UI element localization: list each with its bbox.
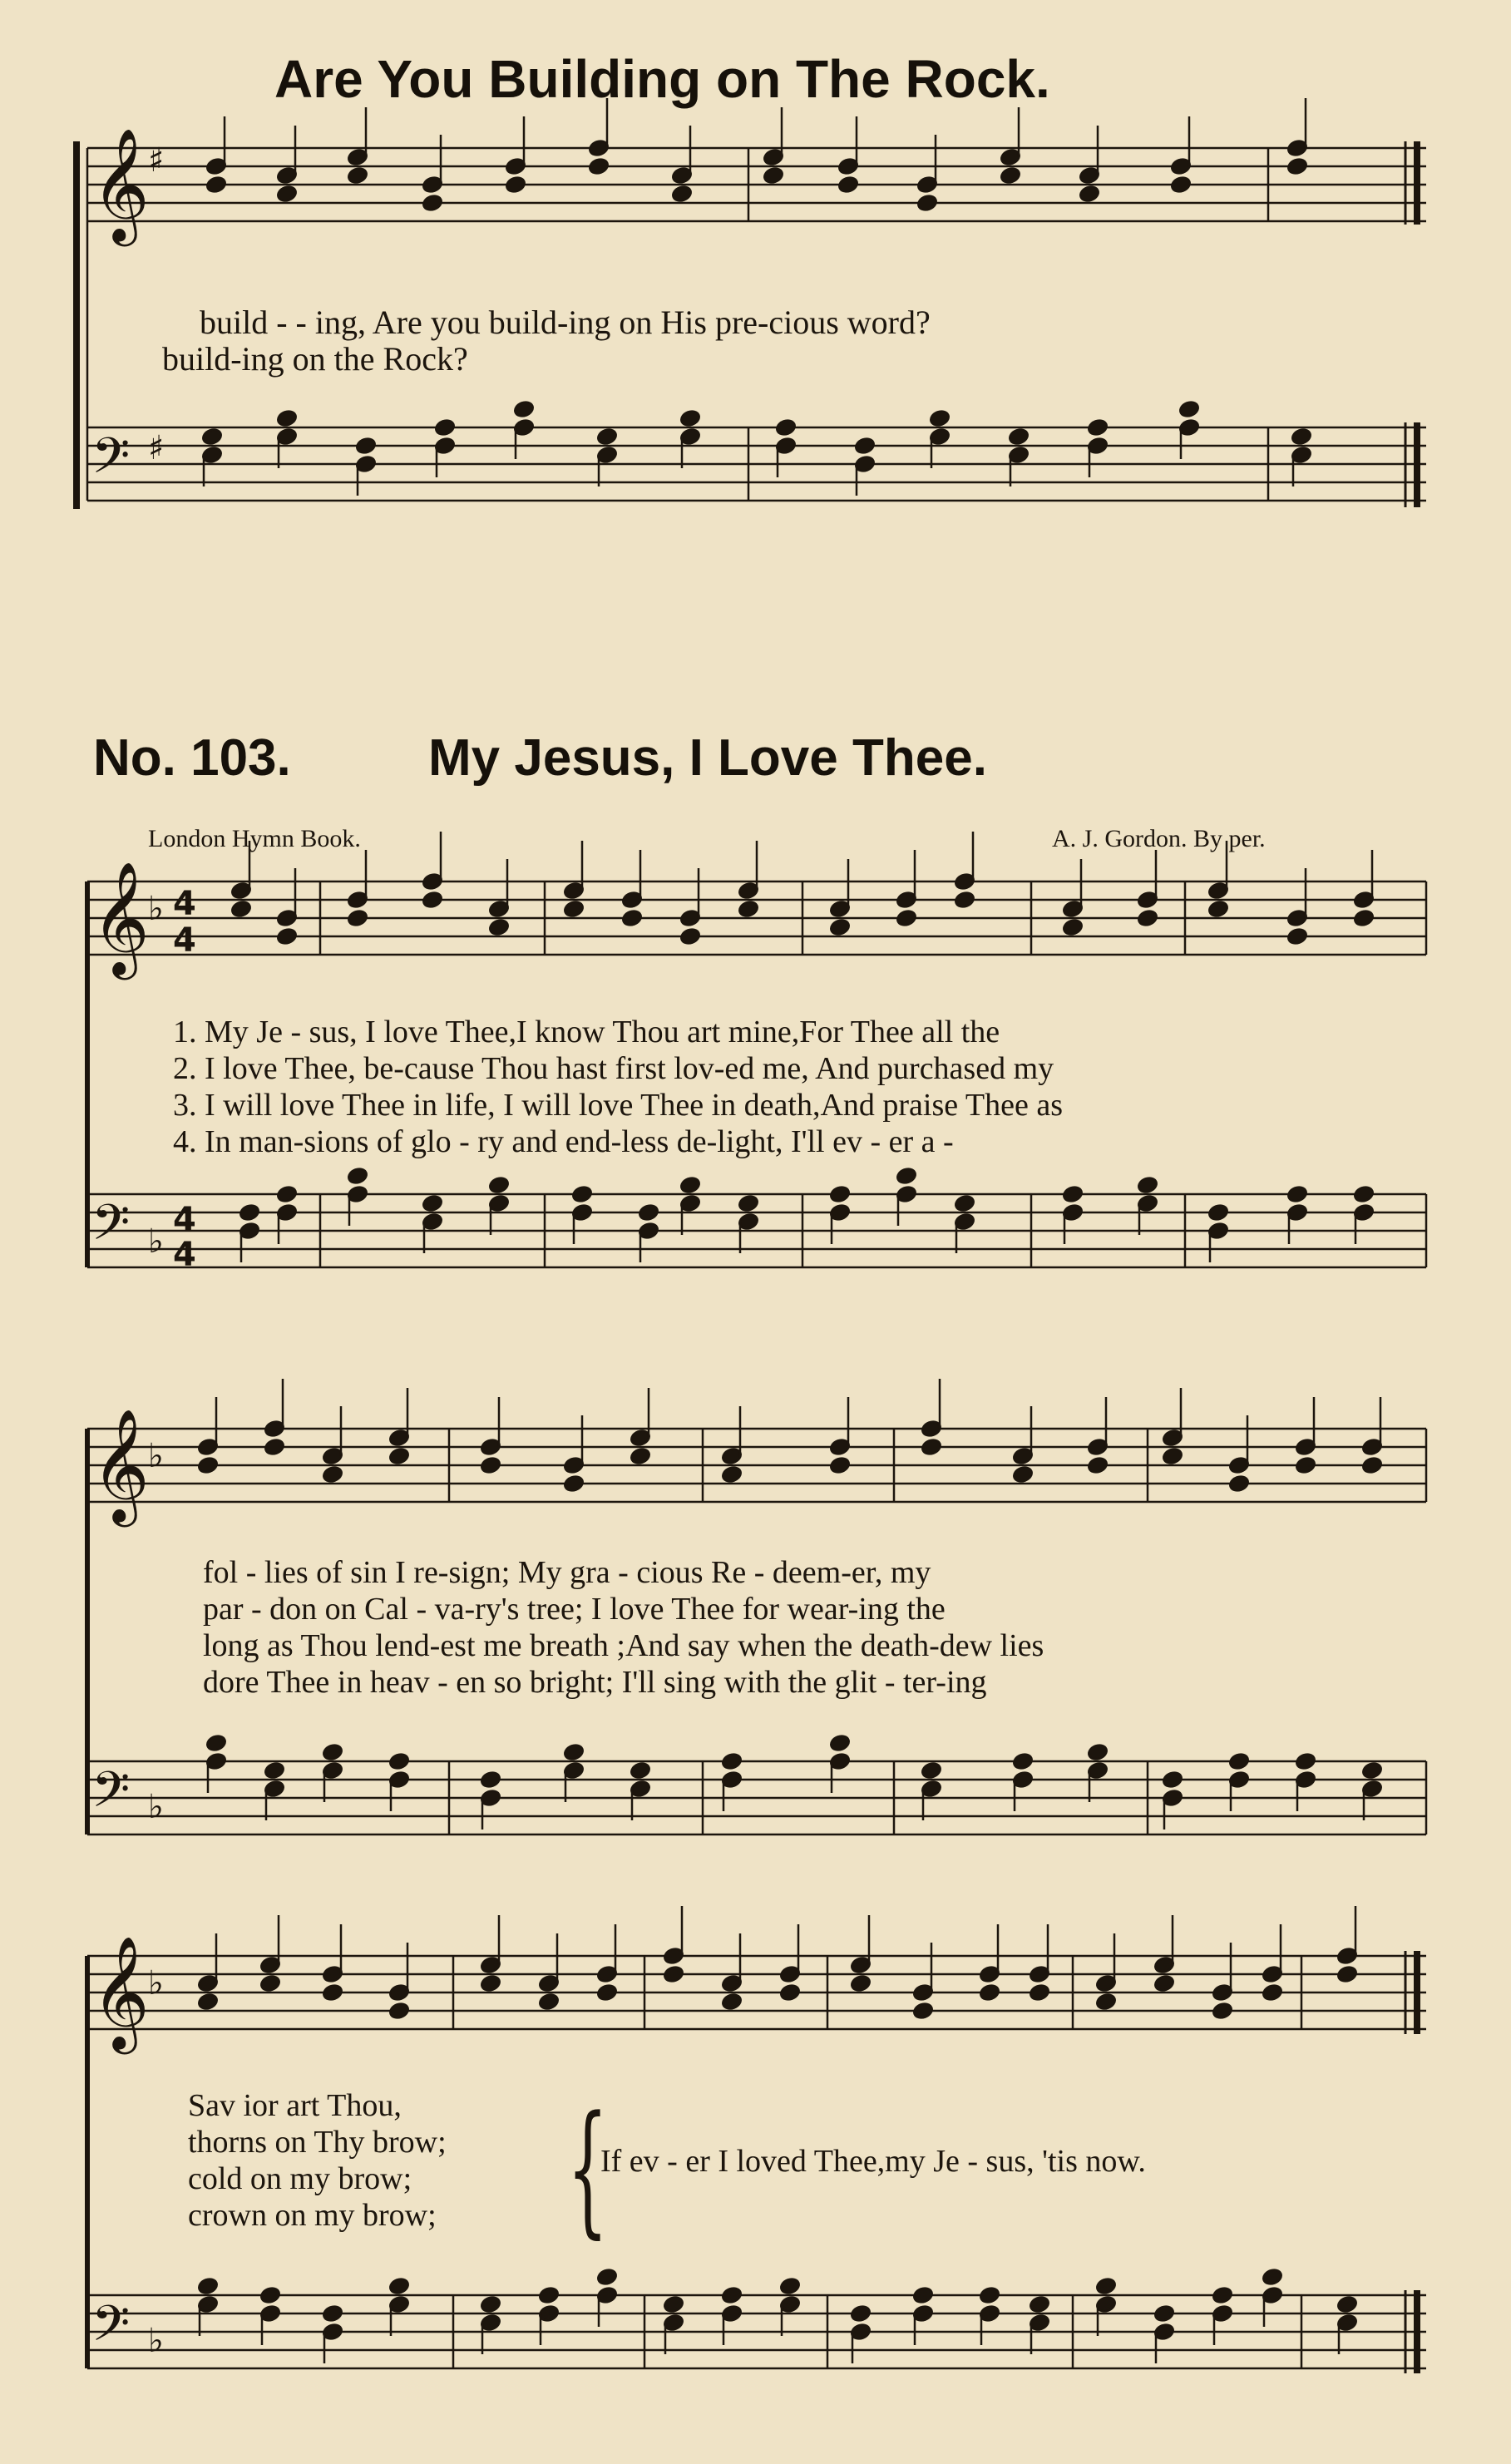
note-head — [488, 918, 510, 937]
note-head — [1336, 2295, 1358, 2314]
note-head — [663, 2295, 684, 2314]
system1-lyrics — [173, 1014, 1063, 1160]
verse-line: crown on my brow; — [188, 2198, 437, 2233]
note-head — [197, 1992, 219, 2012]
svg-text:♭: ♭ — [148, 1437, 164, 1475]
bass-clef-icon: 𝄢 — [91, 2294, 131, 2364]
note-head — [1207, 1203, 1229, 1222]
note-head — [1000, 166, 1021, 185]
note-head — [322, 1743, 343, 1762]
note-head — [1291, 427, 1312, 447]
svg-text:4: 4 — [173, 1236, 196, 1274]
note-head — [1295, 1752, 1316, 1771]
note-head — [721, 1465, 743, 1484]
note-head — [347, 909, 368, 928]
verse-line: long as Thou lend-est me breath ;And say when the death-dew lies — [203, 1628, 1044, 1663]
note-head — [571, 1185, 593, 1204]
note-head — [259, 2286, 281, 2305]
note-head — [388, 2002, 410, 2021]
svg-text:♯: ♯ — [148, 141, 165, 180]
note-head — [388, 1447, 410, 1466]
note-head — [1087, 418, 1109, 437]
note-head — [1262, 1983, 1283, 2002]
svg-text:4: 4 — [173, 1201, 196, 1239]
note-head — [276, 185, 298, 204]
note-head — [763, 166, 784, 185]
lyric-line: build-ing on the Rock? — [162, 340, 468, 378]
note-head — [921, 1761, 942, 1780]
note-head — [921, 1438, 942, 1457]
note-head — [563, 1743, 585, 1762]
note-head — [1262, 2268, 1283, 2287]
verse-line: dore Thee in heav - en so bright; I'll sing with the glit - ter-ing — [203, 1665, 987, 1700]
note-head — [679, 927, 701, 946]
note-head — [721, 1992, 743, 2012]
note-head — [1361, 1456, 1383, 1475]
note-head — [829, 1734, 851, 1753]
system3-lyrics — [188, 2087, 447, 2234]
note-head — [488, 1176, 510, 1195]
note-head — [896, 1167, 917, 1186]
note-head — [630, 1761, 651, 1780]
note-head — [205, 1734, 227, 1753]
note-head — [1087, 1743, 1109, 1762]
verse-line: cold on my brow; — [188, 2161, 412, 2196]
note-head — [480, 1456, 501, 1475]
note-head — [1286, 927, 1308, 946]
staff-lines-b2-bass — [87, 1761, 1426, 1834]
note-head — [322, 2304, 343, 2323]
note-head — [239, 1203, 260, 1222]
note-head — [854, 437, 876, 456]
note-head — [197, 1456, 219, 1475]
note-head — [1079, 185, 1100, 204]
hymn-composer: A. J. Gordon. By per. — [1052, 825, 1266, 852]
note-head — [264, 1438, 285, 1457]
note-head — [347, 166, 368, 185]
note-head — [738, 1194, 759, 1213]
note-head — [1062, 1185, 1084, 1204]
verse-line: par - don on Cal - va-ry's tree; I love Thee for wear-ing the — [203, 1592, 946, 1627]
note-head — [355, 437, 377, 456]
note-head — [1029, 2295, 1050, 2314]
svg-text:♭: ♭ — [148, 1788, 164, 1826]
note-head — [480, 2295, 501, 2314]
note-head — [663, 1965, 684, 1984]
svg-text:♭: ♭ — [148, 890, 164, 928]
note-head — [1095, 2277, 1117, 2296]
note-head — [837, 175, 859, 195]
note-head — [1008, 427, 1030, 447]
note-head — [259, 1974, 281, 1993]
note-head — [775, 418, 797, 437]
note-head — [1012, 1752, 1034, 1771]
note-head — [1162, 1447, 1183, 1466]
svg-text:4: 4 — [173, 921, 196, 960]
note-head — [1295, 1456, 1316, 1475]
svg-text:4: 4 — [173, 885, 196, 923]
note-head — [563, 1474, 585, 1494]
note-head — [929, 409, 951, 428]
svg-text:♭: ♭ — [148, 1964, 164, 2002]
verse-line: 4. In man-sions of glo - ry and end-less de-light, I'll ev - er a - — [173, 1124, 954, 1159]
note-head — [596, 1983, 618, 2002]
note-head — [434, 418, 456, 437]
note-head — [979, 1983, 1000, 2002]
note-head — [1286, 1185, 1308, 1204]
lyric-line: build - - ing, Are you build-ing on His pre-cious word? — [200, 304, 931, 341]
note-head — [596, 427, 618, 447]
note-head — [1029, 1983, 1050, 2002]
note-head — [779, 1983, 801, 2002]
note-head — [779, 2277, 801, 2296]
note-head — [829, 1185, 851, 1204]
verse-line: fol - lies of sin I re-sign; My gra - cious Re - deem-er, my — [203, 1555, 931, 1590]
note-head — [1062, 918, 1084, 937]
note-head — [1095, 1992, 1117, 2012]
note-head — [1361, 1761, 1383, 1780]
verse-line: Sav ior art Thou, — [188, 2088, 402, 2123]
note-head — [1137, 1176, 1158, 1195]
treble-clef-icon: 𝄞 — [91, 1934, 150, 2049]
note-head — [596, 2268, 618, 2287]
note-head — [738, 900, 759, 919]
verse-line: 2. I love Thee, be-cause Thou hast first lov-ed me, And purchased my — [173, 1051, 1054, 1086]
note-head — [1207, 900, 1229, 919]
note-head — [1353, 909, 1375, 928]
note-head — [588, 157, 610, 176]
note-head — [912, 2286, 934, 2305]
note-head — [347, 1167, 368, 1186]
note-head — [721, 1752, 743, 1771]
note-head — [480, 1770, 501, 1790]
hymn-source: London Hymn Book. — [148, 825, 361, 852]
note-head — [197, 2277, 219, 2296]
note-head — [322, 1983, 343, 2002]
note-head — [264, 1761, 285, 1780]
svg-text:♭: ♭ — [148, 2322, 164, 2360]
staff-lines-a-treble — [87, 148, 1426, 221]
note-head — [679, 1176, 701, 1195]
note-head — [230, 900, 252, 919]
note-head — [1137, 909, 1158, 928]
note-head — [276, 1185, 298, 1204]
note-head — [850, 2304, 872, 2323]
hymn-b-title: My Jesus, I Love Thee. — [428, 729, 987, 787]
hymn-a-lyrics — [162, 304, 931, 378]
verse-line: 1. My Je - sus, I love Thee,I know Thou art mine,For Thee all the — [173, 1015, 1000, 1049]
note-head — [1228, 1752, 1250, 1771]
note-head — [505, 175, 526, 195]
treble-clef-icon: 𝄞 — [91, 860, 150, 975]
note-head — [205, 175, 227, 195]
note-head — [638, 1203, 659, 1222]
note-head — [1153, 2304, 1175, 2323]
note-head — [850, 1974, 872, 1993]
note-head — [538, 1992, 560, 2012]
note-head — [1087, 1456, 1109, 1475]
note-head — [916, 194, 938, 213]
note-head — [1212, 2286, 1233, 2305]
staff-lines-b2-treble — [87, 1429, 1426, 1502]
note-head — [422, 1194, 443, 1213]
note-head — [480, 1974, 501, 1993]
note-head — [1353, 1185, 1375, 1204]
note-head — [896, 909, 917, 928]
note-head — [1178, 400, 1200, 419]
bass-clef-icon: 𝄢 — [91, 1760, 131, 1830]
note-head — [679, 409, 701, 428]
verse-line: thorns on Thy brow; — [188, 2125, 447, 2160]
note-head — [671, 185, 693, 204]
note-head — [829, 1456, 851, 1475]
note-head — [630, 1447, 651, 1466]
bass-clef-icon: 𝄢 — [91, 1193, 131, 1263]
note-head — [388, 1752, 410, 1771]
note-head — [721, 2286, 743, 2305]
note-head — [1162, 1770, 1183, 1790]
note-head — [276, 927, 298, 946]
note-head — [322, 1465, 343, 1484]
note-head — [422, 194, 443, 213]
refrain-line: If ev - er I loved Thee,my Je - sus, 'tis now. — [600, 2144, 1146, 2179]
verse-line: 3. I will love Thee in life, I will love Thee in death,And praise Thee as — [173, 1088, 1064, 1123]
note-head — [621, 909, 643, 928]
bass-clef-icon: 𝄢 — [91, 427, 131, 496]
note-head — [979, 2286, 1000, 2305]
note-head — [563, 900, 585, 919]
note-head — [1170, 175, 1192, 195]
treble-clef-icon: 𝄞 — [91, 1407, 150, 1522]
brace-icon: { — [567, 2085, 609, 2252]
note-head — [276, 409, 298, 428]
note-head — [388, 2277, 410, 2296]
note-head — [1012, 1465, 1034, 1484]
note-head — [1336, 1965, 1358, 1984]
hymn-a-title: Are You Building on The Rock. — [274, 49, 1050, 109]
hymn-number: No. 103. — [93, 729, 291, 787]
note-head — [954, 891, 975, 910]
note-head — [538, 2286, 560, 2305]
note-head — [1286, 157, 1308, 176]
note-head — [1212, 2002, 1233, 2021]
system2-lyrics — [203, 1554, 1044, 1701]
note-head — [422, 891, 443, 910]
note-head — [912, 2002, 934, 2021]
svg-text:♯: ♯ — [148, 429, 165, 467]
note-head — [954, 1194, 975, 1213]
note-head — [1228, 1474, 1250, 1494]
note-head — [201, 427, 223, 447]
note-head — [1153, 1974, 1175, 1993]
svg-text:♭: ♭ — [148, 1222, 164, 1261]
note-head — [513, 400, 535, 419]
treble-clef-icon: 𝄞 — [91, 126, 150, 241]
note-head — [829, 918, 851, 937]
